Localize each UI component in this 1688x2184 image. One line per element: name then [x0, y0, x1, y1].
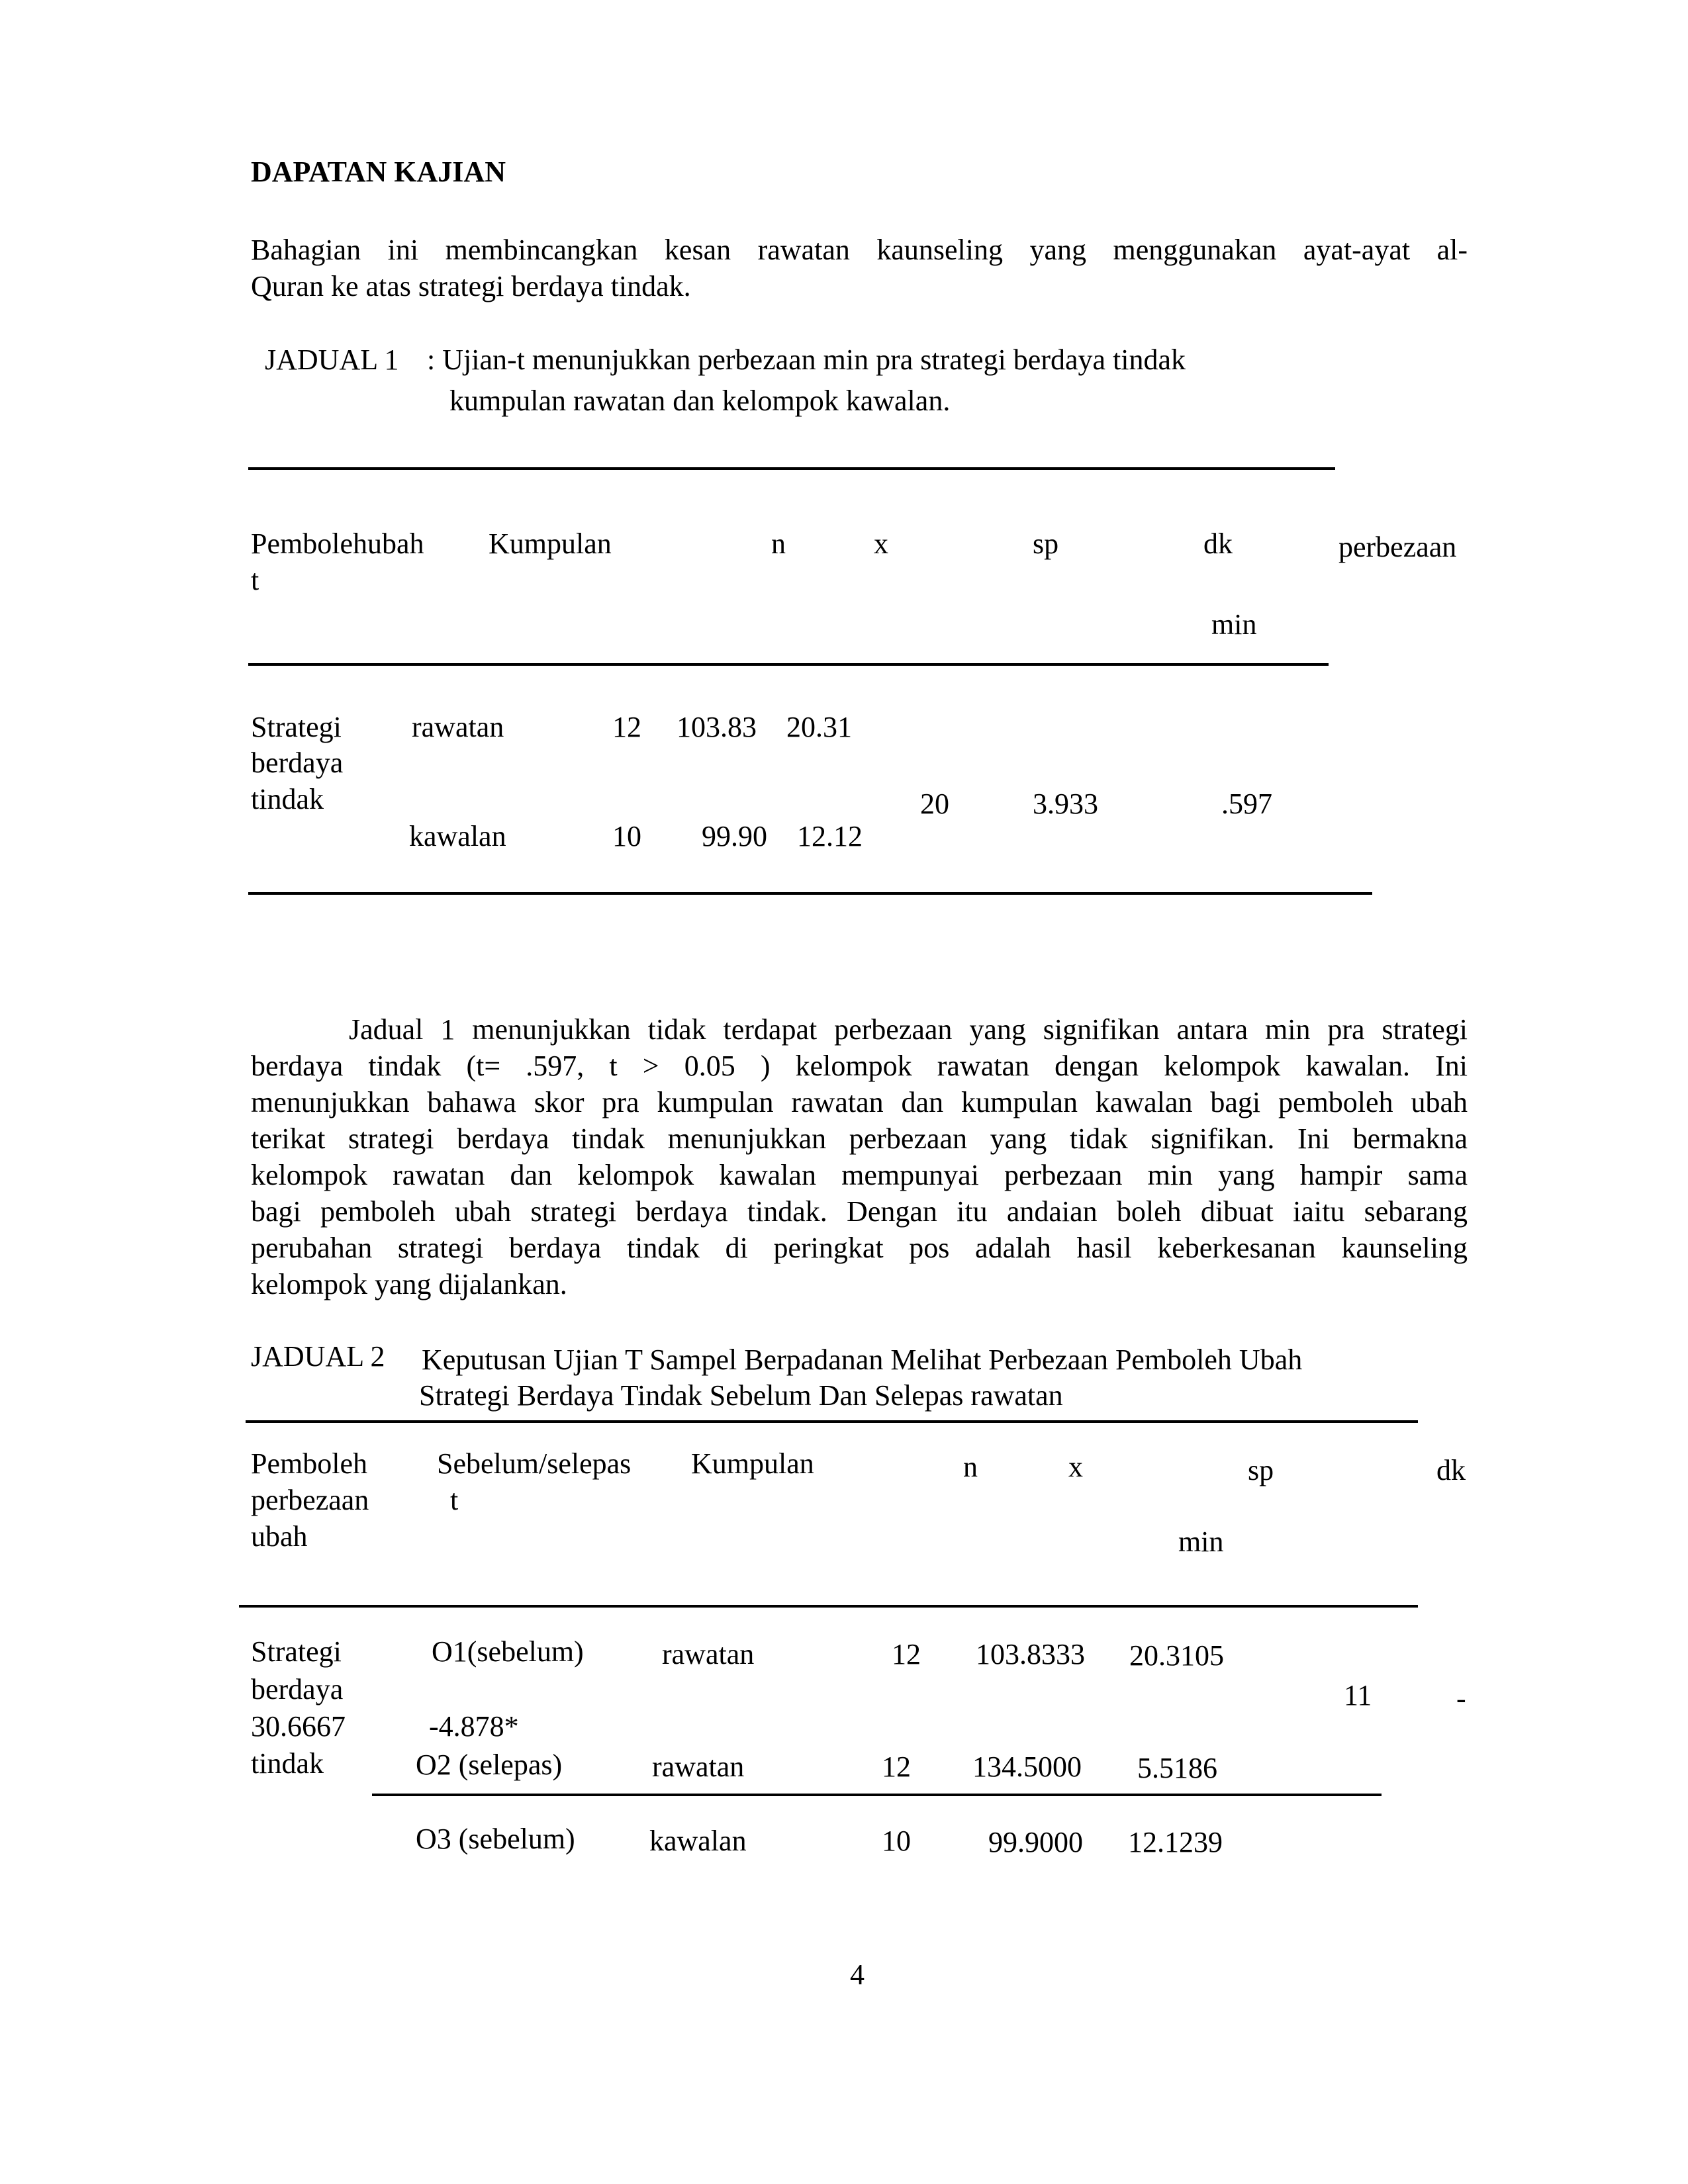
paragraph-line: perubahan strategi berdaya tindak di peringkat pos adalah hasil keberkesanan kaunseling	[251, 1232, 1468, 1264]
table1-header-sp: sp	[1033, 527, 1059, 560]
table-rule	[246, 1420, 1418, 1423]
table2-variable-line: berdaya	[251, 1673, 344, 1706]
table1-header-dk: dk	[1203, 527, 1233, 560]
table2-row-sp: 5.5186	[1137, 1752, 1217, 1784]
paragraph-line: kelompok yang dijalankan.	[251, 1268, 567, 1300]
table2-header-n: n	[963, 1451, 978, 1483]
table2-row-sp: 20.3105	[1129, 1639, 1224, 1672]
table1-header-n: n	[771, 527, 786, 560]
paragraph-line: Quran ke atas strategi berdaya tindak.	[251, 270, 691, 302]
table1-row-kumpulan: kawalan	[409, 820, 506, 852]
table2-t-value: -4.878*	[429, 1710, 519, 1743]
table2-row-x: 99.9000	[988, 1826, 1083, 1858]
table2-row-n: 12	[882, 1751, 911, 1783]
table-rule	[248, 467, 1335, 470]
table2-row-sebelum-selepas: O1(sebelum)	[432, 1635, 584, 1668]
table2-caption-label: JADUAL 2	[251, 1340, 385, 1373]
paragraph-line: kelompok rawatan dan kelompok kawalan mempunyai perbezaan min yang hampir sama	[251, 1159, 1468, 1191]
paragraph-line: bagi pemboleh ubah strategi berdaya tindak. Dengan itu andaian boleh dibuat iaitu sebarang	[251, 1195, 1468, 1228]
table2-row-kumpulan: rawatan	[652, 1751, 745, 1783]
paragraph-line: terikat strategi berdaya tindak menunjukkan perbezaan yang tidak signifikan. Ini bermakna	[251, 1122, 1468, 1155]
table1-variable-line: tindak	[251, 783, 324, 815]
section-heading: DAPATAN KAJIAN	[251, 156, 506, 188]
table1-row-sp: 20.31	[786, 711, 852, 743]
table2-row-kumpulan: kawalan	[649, 1825, 747, 1857]
table2-row-n: 10	[882, 1825, 911, 1857]
table1-t-value: .597	[1221, 788, 1272, 820]
table1-row-n: 12	[612, 711, 641, 743]
paragraph-line: Jadual 1 menunjukkan tidak terdapat perbezaan yang signifikan antara min pra strategi	[349, 1013, 1468, 1046]
table1-caption-line: : Ujian-t menunjukkan perbezaan min pra strategi berdaya tindak	[427, 343, 1186, 376]
table2-row-n: 12	[892, 1638, 921, 1670]
table1-row-n: 10	[612, 820, 641, 852]
table2-row-sebelum-selepas: O3 (sebelum)	[416, 1823, 575, 1855]
table2-dk-value: 11	[1344, 1679, 1372, 1711]
table2-row-x: 134.5000	[972, 1751, 1082, 1783]
table1-caption-label: JADUAL 1	[265, 343, 399, 376]
table2-header-sp: sp	[1248, 1454, 1274, 1486]
table1-dk: 20	[920, 788, 949, 820]
table1-header-min: min	[1211, 608, 1257, 641]
table1-header-perbezaan: perbezaan	[1338, 531, 1457, 563]
table2-row-sebelum-selepas: O2 (selepas)	[416, 1749, 563, 1781]
table1-header-t: t	[251, 564, 259, 596]
table1-variable-line: Strategi	[251, 711, 342, 743]
table2-caption-line: Keputusan Ujian T Sampel Berpadanan Melihat Perbezaan Pemboleh Ubah	[422, 1343, 1303, 1376]
table1-row-kumpulan: rawatan	[412, 711, 504, 743]
table1-header-pembolehubah: Pembolehubah	[251, 527, 424, 560]
table2-variable-line: 30.6667	[251, 1710, 346, 1743]
table-rule	[239, 1605, 1418, 1608]
paragraph-line: menunjukkan bahawa skor pra kumpulan rawatan dan kumpulan kawalan bagi pemboleh ubah	[251, 1086, 1468, 1118]
paragraph-line: berdaya tindak (t= .597, t > 0.05 ) kelompok rawatan dengan kelompok kawalan. Ini	[251, 1050, 1468, 1082]
paragraph-line: Bahagian ini membincangkan kesan rawatan kaunseling yang menggunakan ayat-ayat al-	[251, 234, 1468, 266]
table1-header-x: x	[874, 527, 888, 560]
table2-header-pemboleh: ubah	[251, 1520, 308, 1553]
table1-caption-line: kumpulan rawatan dan kelompok kawalan.	[449, 385, 951, 417]
table1-perbezaan-min: 3.933	[1033, 788, 1098, 820]
table2-row-sp: 12.1239	[1128, 1826, 1223, 1858]
table-rule	[248, 892, 1372, 895]
page-number: 4	[850, 1958, 865, 1991]
intro-paragraph	[251, 232, 1468, 304]
table2-variable-line: tindak	[251, 1747, 324, 1780]
table2-header-min: min	[1178, 1525, 1224, 1558]
table2-header-kumpulan: Kumpulan	[691, 1447, 814, 1480]
table1-row-x: 103.83	[677, 711, 757, 743]
table2-caption-line: Strategi Berdaya Tindak Sebelum Dan Selepas rawatan	[419, 1379, 1063, 1412]
table1-header-kumpulan: Kumpulan	[489, 527, 612, 560]
table1-variable-line: berdaya	[251, 747, 344, 779]
table2-row-kumpulan: rawatan	[662, 1638, 755, 1670]
table1-row-sp: 12.12	[797, 820, 863, 852]
table-rule	[248, 663, 1329, 666]
table2-variable-line: Strategi	[251, 1635, 342, 1668]
table2-header-t: t	[450, 1484, 459, 1516]
table1-row-x: 99.90	[702, 820, 767, 852]
table2-header-x: x	[1068, 1451, 1083, 1483]
table2-header-pemboleh: Pemboleh	[251, 1447, 367, 1480]
table2-header-pemboleh: perbezaan	[251, 1484, 369, 1516]
table2-header-dk: dk	[1436, 1454, 1466, 1486]
table2-dash: -	[1456, 1682, 1466, 1715]
discussion-paragraph	[251, 1011, 1468, 1302]
table2-row-x: 103.8333	[976, 1638, 1085, 1670]
table2-header-sebelum-selepas: Sebelum/selepas	[437, 1447, 632, 1480]
table-rule	[372, 1794, 1382, 1796]
